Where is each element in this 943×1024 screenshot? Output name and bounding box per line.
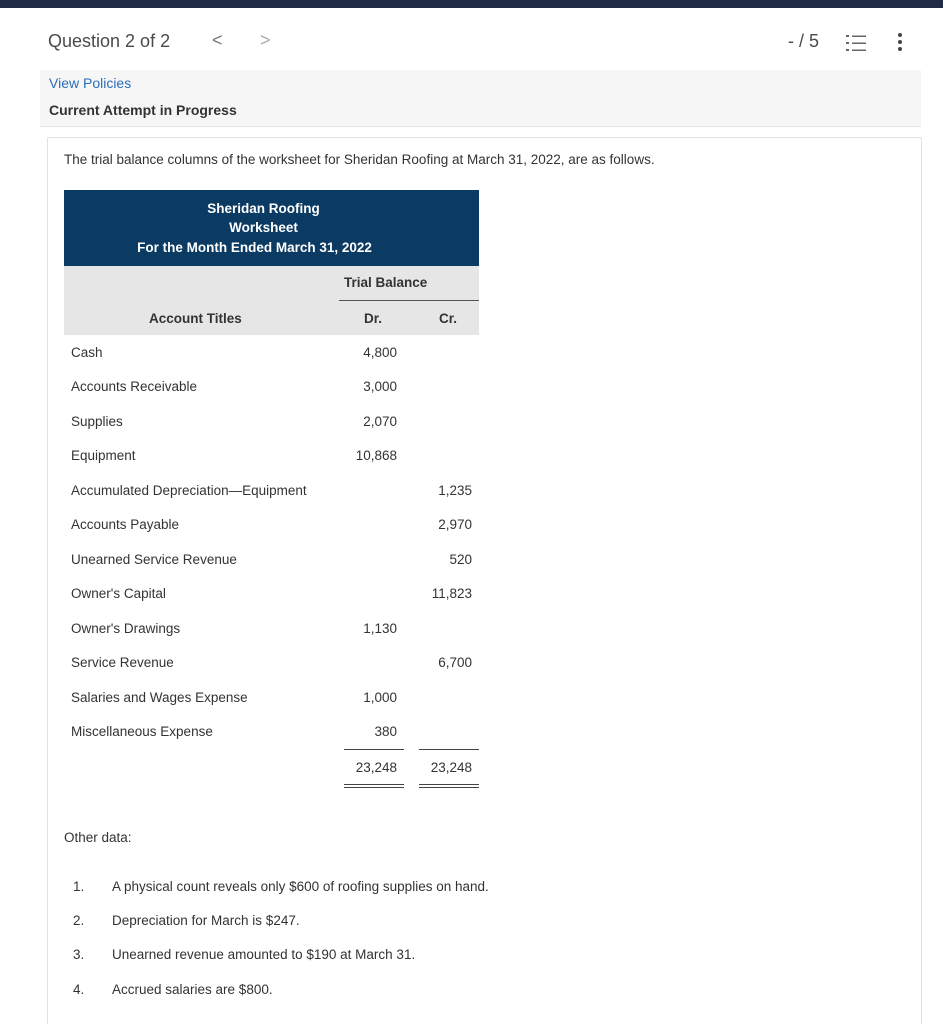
question-header (0, 8, 943, 70)
credit-double-rule-bottom (419, 787, 479, 788)
debit-double-rule-bottom (344, 787, 404, 788)
debit-value: 3,000 (363, 379, 397, 394)
list-item-number: 2. (73, 913, 85, 928)
table-row (64, 586, 479, 606)
list-item-number: 3. (73, 947, 85, 962)
view-policies-link[interactable]: View Policies (49, 75, 132, 91)
account-title: Accounts Payable (71, 517, 180, 532)
account-title: Service Revenue (71, 655, 174, 670)
table-row (64, 483, 479, 503)
credit-value: 1,235 (438, 483, 472, 498)
debit-total: 23,248 (355, 760, 397, 775)
table-row (64, 690, 479, 710)
worksheet-title: Worksheet (229, 220, 298, 235)
credit-value: 2,970 (438, 517, 472, 532)
table-row (64, 552, 479, 572)
debit-value: 10,868 (355, 448, 397, 463)
debit-value: 380 (374, 724, 397, 739)
more-vertical-icon[interactable] (892, 32, 908, 52)
debit-value: 2,070 (363, 414, 397, 429)
credit-subtotal-rule (419, 749, 479, 750)
account-title: Owner's Drawings (71, 621, 181, 636)
account-title: Accounts Receivable (71, 379, 198, 394)
score-display: - / 5 (788, 31, 820, 51)
list-item: Accrued salaries are $800. (112, 982, 273, 997)
account-title: Owner's Capital (71, 586, 166, 601)
debit-double-rule-top (344, 784, 404, 785)
account-title: Supplies (71, 414, 123, 429)
table-row (64, 517, 479, 537)
credit-double-rule-top (419, 784, 479, 785)
list-item-number: 1. (73, 879, 85, 894)
account-title: Salaries and Wages Expense (71, 690, 248, 705)
trial-balance-heading: Trial Balance (344, 275, 428, 290)
account-titles-heading: Account Titles (149, 311, 242, 326)
credit-value: 11,823 (431, 586, 472, 601)
worksheet-header (64, 190, 479, 266)
next-question-button[interactable]: > (260, 30, 271, 50)
table-row (64, 621, 479, 641)
debit-subtotal-rule (344, 749, 404, 750)
attempt-status: Current Attempt in Progress (49, 102, 237, 118)
worksheet-column-header (64, 266, 479, 335)
debit-heading: Dr. (364, 311, 383, 326)
account-title: Unearned Service Revenue (71, 552, 237, 567)
credit-value: 520 (449, 552, 472, 567)
worksheet-period: For the Month Ended March 31, 2022 (137, 240, 372, 255)
trial-balance-rule (339, 300, 479, 301)
credit-heading: Cr. (439, 311, 458, 326)
debit-value: 1,130 (363, 621, 397, 636)
list-item-number: 4. (73, 982, 85, 997)
list-item: Depreciation for March is $247. (112, 913, 300, 928)
question-intro: The trial balance columns of the worksheet for Sheridan Roofing at March 31, 2022, are as follows. (64, 152, 655, 167)
credit-total: 23,248 (430, 760, 472, 775)
account-title: Cash (71, 345, 103, 360)
worksheet-company: Sheridan Roofing (207, 201, 320, 216)
previous-question-button[interactable]: < (212, 30, 223, 50)
question-counter: Question 2 of 2 (48, 31, 171, 51)
list-icon[interactable] (846, 34, 866, 52)
table-row (64, 724, 479, 744)
table-row (64, 379, 479, 399)
list-item: A physical count reveals only $600 of roofing supplies on hand. (112, 879, 489, 894)
list-item: Unearned revenue amounted to $190 at March 31. (112, 947, 416, 962)
question-content (47, 137, 922, 1024)
debit-value: 4,800 (363, 345, 397, 360)
credit-value: 6,700 (438, 655, 472, 670)
account-title: Accumulated Depreciation—Equipment (71, 483, 307, 498)
top-accent-bar (0, 0, 943, 8)
account-title: Miscellaneous Expense (71, 724, 213, 739)
debit-value: 1,000 (363, 690, 397, 705)
table-row (64, 345, 479, 365)
totals-row (64, 760, 479, 780)
other-data-heading: Other data: (64, 830, 132, 845)
table-row (64, 414, 479, 434)
table-row (64, 448, 479, 468)
account-title: Equipment (71, 448, 136, 463)
table-row (64, 655, 479, 675)
policy-panel (40, 70, 921, 127)
